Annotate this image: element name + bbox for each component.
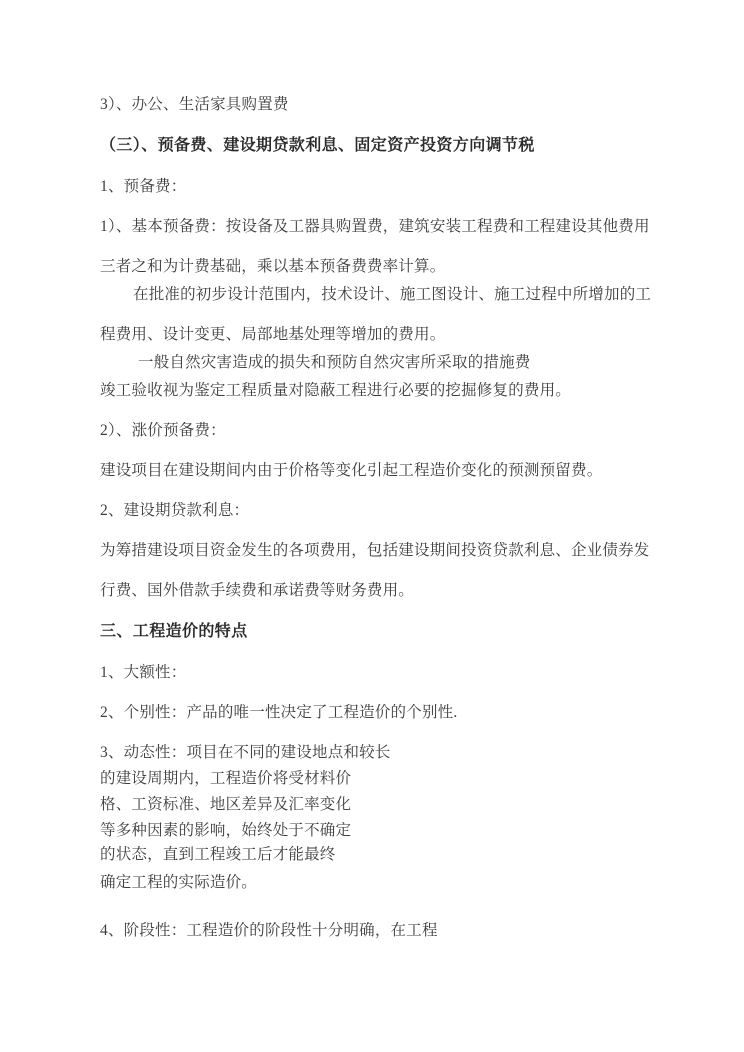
text-line: 程费用、设计变更、局部地基处理等增加的费用。 <box>100 326 446 343</box>
text-line: 2、个别性：产品的唯一性决定了工程造价的个别性. <box>100 704 458 721</box>
section-heading: 三、工程造价的特点 <box>100 623 248 640</box>
text-line: 格、工资标准、地区差异及汇率变化 <box>100 796 352 813</box>
text-line: 的状态，直到工程竣工后才能最终 <box>100 846 336 863</box>
text-line: 三者之和为计费基础，乘以基本预备费费率计算。 <box>100 258 446 275</box>
text-line: 1、大额性： <box>100 664 187 681</box>
text-line: 3、动态性：项目在不同的建设地点和较长 <box>100 744 391 761</box>
text-line: 为筹措建设项目资金发生的各项费用，包括建设期间投资贷款利息、企业债券发 <box>100 542 650 559</box>
text-line: 2、建设期贷款利息： <box>100 502 250 519</box>
text-line: 竣工验收视为鉴定工程质量对隐蔽工程进行必要的挖掘修复的费用。 <box>100 382 572 399</box>
text-line: 一般自然灾害造成的损失和预防自然灾害所采取的措施费 <box>138 354 531 371</box>
text-line: 等多种因素的影响，始终处于不确定 <box>100 822 352 839</box>
text-line: 的建设周期内，工程造价将受材料价 <box>100 770 352 787</box>
text-line: 1）、基本预备费：按设备及工器具购置费，建筑安装工程费和工程建设其他费用 <box>100 218 650 235</box>
text-line: 1、预备费： <box>100 178 187 195</box>
text-line: 建设项目在建设期间内由于价格等变化引起工程造价变化的预测预留费。 <box>100 462 603 479</box>
text-line: 确定工程的实际造价。 <box>100 874 258 891</box>
text-line: 在批准的初步设计范围内，技术设计、施工图设计、施工过程中所增加的工 <box>133 286 652 303</box>
text-line: 3）、办公、生活家具购置费 <box>100 96 289 113</box>
text-line: 2）、涨价预备费： <box>100 422 226 439</box>
document-body <box>100 94 650 942</box>
text-line: 行费、国外借款手续费和承诺费等财务费用。 <box>100 582 415 599</box>
text-line: 4、阶段性：工程造价的阶段性十分明确，在工程 <box>100 922 438 939</box>
section-heading: （三）、预备费、建设期贷款利息、固定资产投资方向调节税 <box>100 137 535 154</box>
